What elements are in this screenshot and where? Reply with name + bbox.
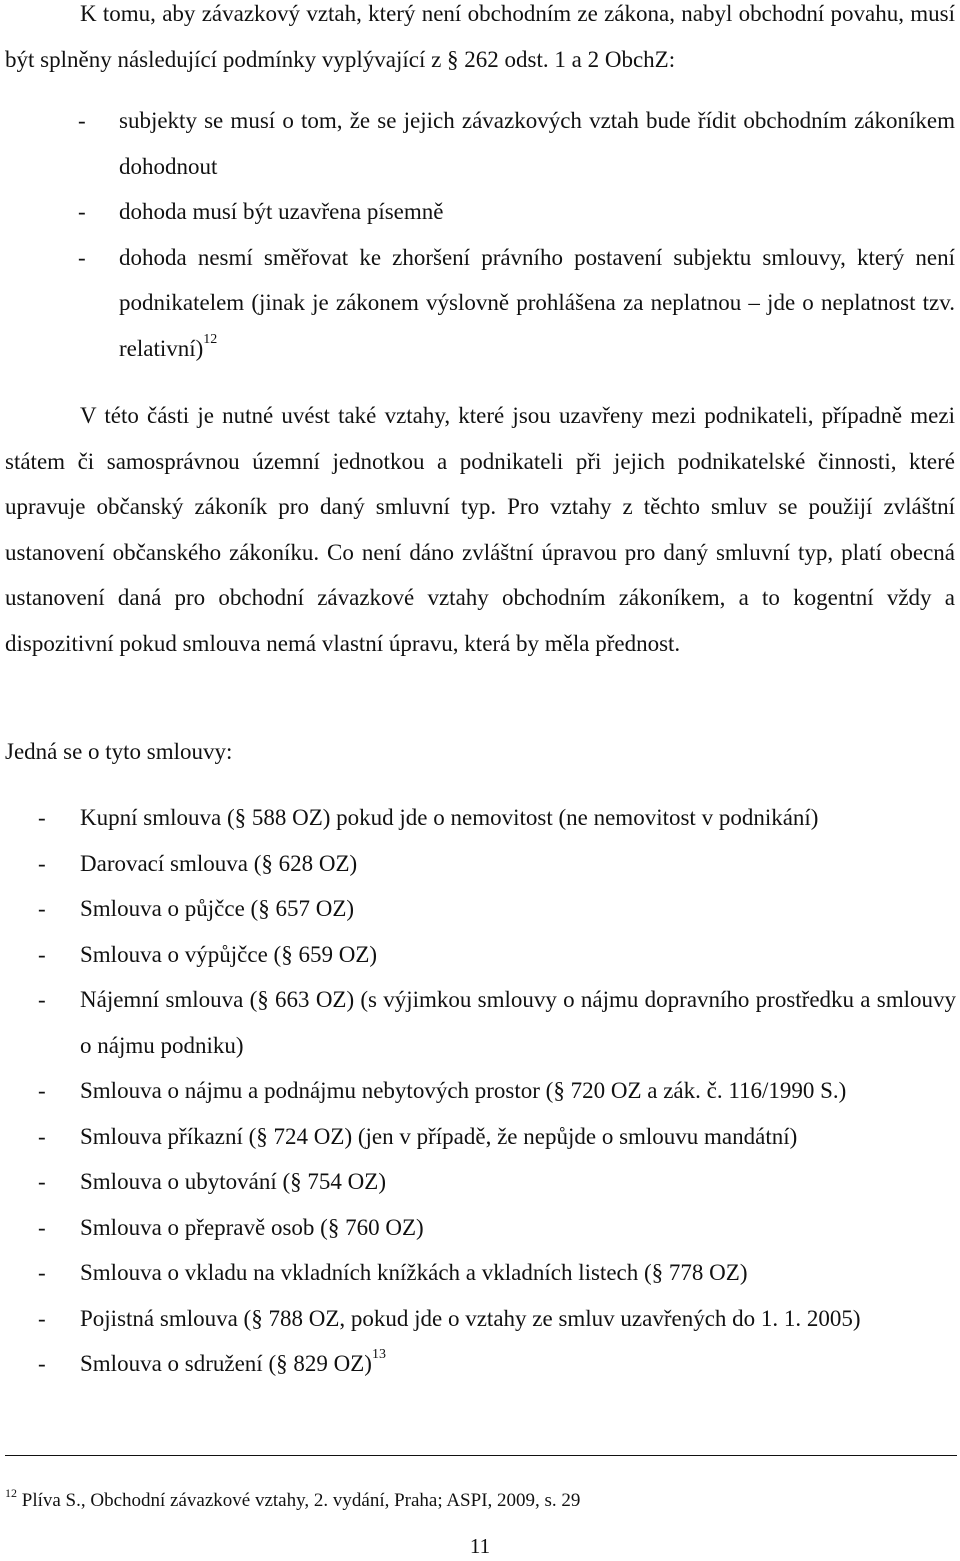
contract-text: Darovací smlouva (§ 628 OZ): [80, 850, 358, 876]
list-item: [38, 886, 956, 932]
list-dash: -: [38, 896, 46, 921]
list-item: [38, 1341, 956, 1387]
list-item: [38, 1296, 956, 1342]
list-item: [38, 1205, 956, 1251]
list-item: [38, 841, 956, 887]
contract-text: Smlouva o přepravě osob (§ 760 OZ): [80, 1214, 424, 1240]
contract-text: Smlouva o nájmu a podnájmu nebytových prostor (§ 720 OZ a zák. č. 116/1990 S.): [80, 1078, 847, 1103]
contract-text: Kupní smlouva (§ 588 OZ) pokud jde o nemovitost (ne nemovitost v podnikání): [80, 805, 819, 830]
list-dash: -: [78, 244, 86, 270]
list-dash: -: [78, 108, 86, 133]
list-item: [78, 235, 955, 372]
contract-text: Smlouva o sdružení (§ 829 OZ): [80, 1351, 372, 1376]
list-item: [38, 1068, 956, 1114]
list-dash: -: [38, 1260, 46, 1285]
list-dash: -: [38, 805, 46, 830]
list-heading: Jedná se o tyto smlouvy:: [5, 739, 233, 764]
footnote-ref: 12: [203, 331, 218, 347]
list-item: [38, 1159, 956, 1205]
conditions-list: [78, 98, 955, 371]
contract-text: Smlouva o ubytování (§ 754 OZ): [80, 1169, 386, 1194]
condition-text: subjekty se musí o tom, že se jejich závazkových vztah bude řídit obchodním zákoníkem dohodnout: [119, 108, 955, 179]
list-dash: -: [38, 1123, 46, 1149]
footnote-text: Plíva S., Obchodní závazkové vztahy, 2. vydání, Praha; ASPI, 2009, s. 29: [21, 1490, 581, 1511]
contract-text: Pojistná smlouva (§ 788 OZ, pokud jde o vztahy ze smluv uzavřených do 1. 1. 2005): [80, 1305, 861, 1331]
list-dash: -: [78, 199, 86, 224]
condition-text: dohoda nesmí směřovat ke zhoršení právního postavení subjektu smlouvy, který není podnikatelem (jinak je zákonem výslovně prohlášena za neplatnou – jde o neplatnost tzv. relativní): [119, 244, 955, 361]
list-dash: -: [38, 1351, 46, 1376]
list-item: [78, 98, 955, 189]
contract-text: Smlouva o půjčce (§ 657 OZ): [80, 896, 355, 921]
contract-text: Smlouva o vkladu na vkladních knížkách a vkladních listech (§ 778 OZ): [80, 1260, 748, 1285]
list-dash: -: [38, 1214, 46, 1240]
list-dash: -: [38, 850, 46, 876]
list-dash: -: [38, 1305, 46, 1331]
list-dash: -: [38, 941, 46, 967]
footnote: [5, 1485, 581, 1514]
contract-text: Smlouva příkazní (§ 724 OZ) (jen v případě, že nepůjde o smlouvu mandátní): [80, 1123, 798, 1149]
list-item: [38, 932, 956, 978]
footnote-number: 12: [5, 1485, 17, 1500]
contract-text: Smlouva o výpůjčce (§ 659 OZ): [80, 941, 378, 967]
list-item: [38, 1114, 956, 1160]
list-item: [38, 1250, 956, 1296]
contract-text: Nájemní smlouva (§ 663 OZ) (s výjimkou smlouvy o nájmu dopravního prostředku a smlouvy o nájmu podniku): [80, 987, 956, 1058]
list-item: [38, 795, 956, 841]
footnote-ref: 13: [371, 1347, 386, 1363]
contracts-list: [38, 795, 956, 1387]
list-dash: -: [38, 987, 46, 1012]
footnote-separator: [5, 1455, 957, 1456]
list-item: [78, 189, 955, 235]
list-dash: -: [38, 1078, 46, 1103]
page-number: 11: [469, 1534, 491, 1558]
body-paragraph: V této části je nutné uvést také vztahy, které jsou uzavřeny mezi podnikateli, případně mezi státem či samosprávnou územní jednotkou a podnikateli při jejich podnikatelské činnosti, které upravuje občanský zákoník pro daný smluvní typ. Pro vztahy z těchto smluv se použijí zvláštní ustanovení občanského zákoníku. Co není dáno zvláštní úpravou pro daný smluvní typ, platí obecná ustanovení daná pro obchodní závazkové vztahy obchodním zákoníkem, a to kogentní vždy a dispozitivní pokud smlouva nemá vlastní úpravu, která by měla přednost.: [5, 403, 955, 656]
list-dash: -: [38, 1169, 46, 1194]
intro-paragraph: K tomu, aby závazkový vztah, který není obchodním ze zákona, nabyl obchodní povahu, musí být splněny následující podmínky vyplývající z § 262 odst. 1 a 2 ObchZ:: [5, 1, 955, 72]
list-item: [38, 977, 956, 1068]
condition-text: dohoda musí být uzavřena písemně: [119, 199, 444, 224]
